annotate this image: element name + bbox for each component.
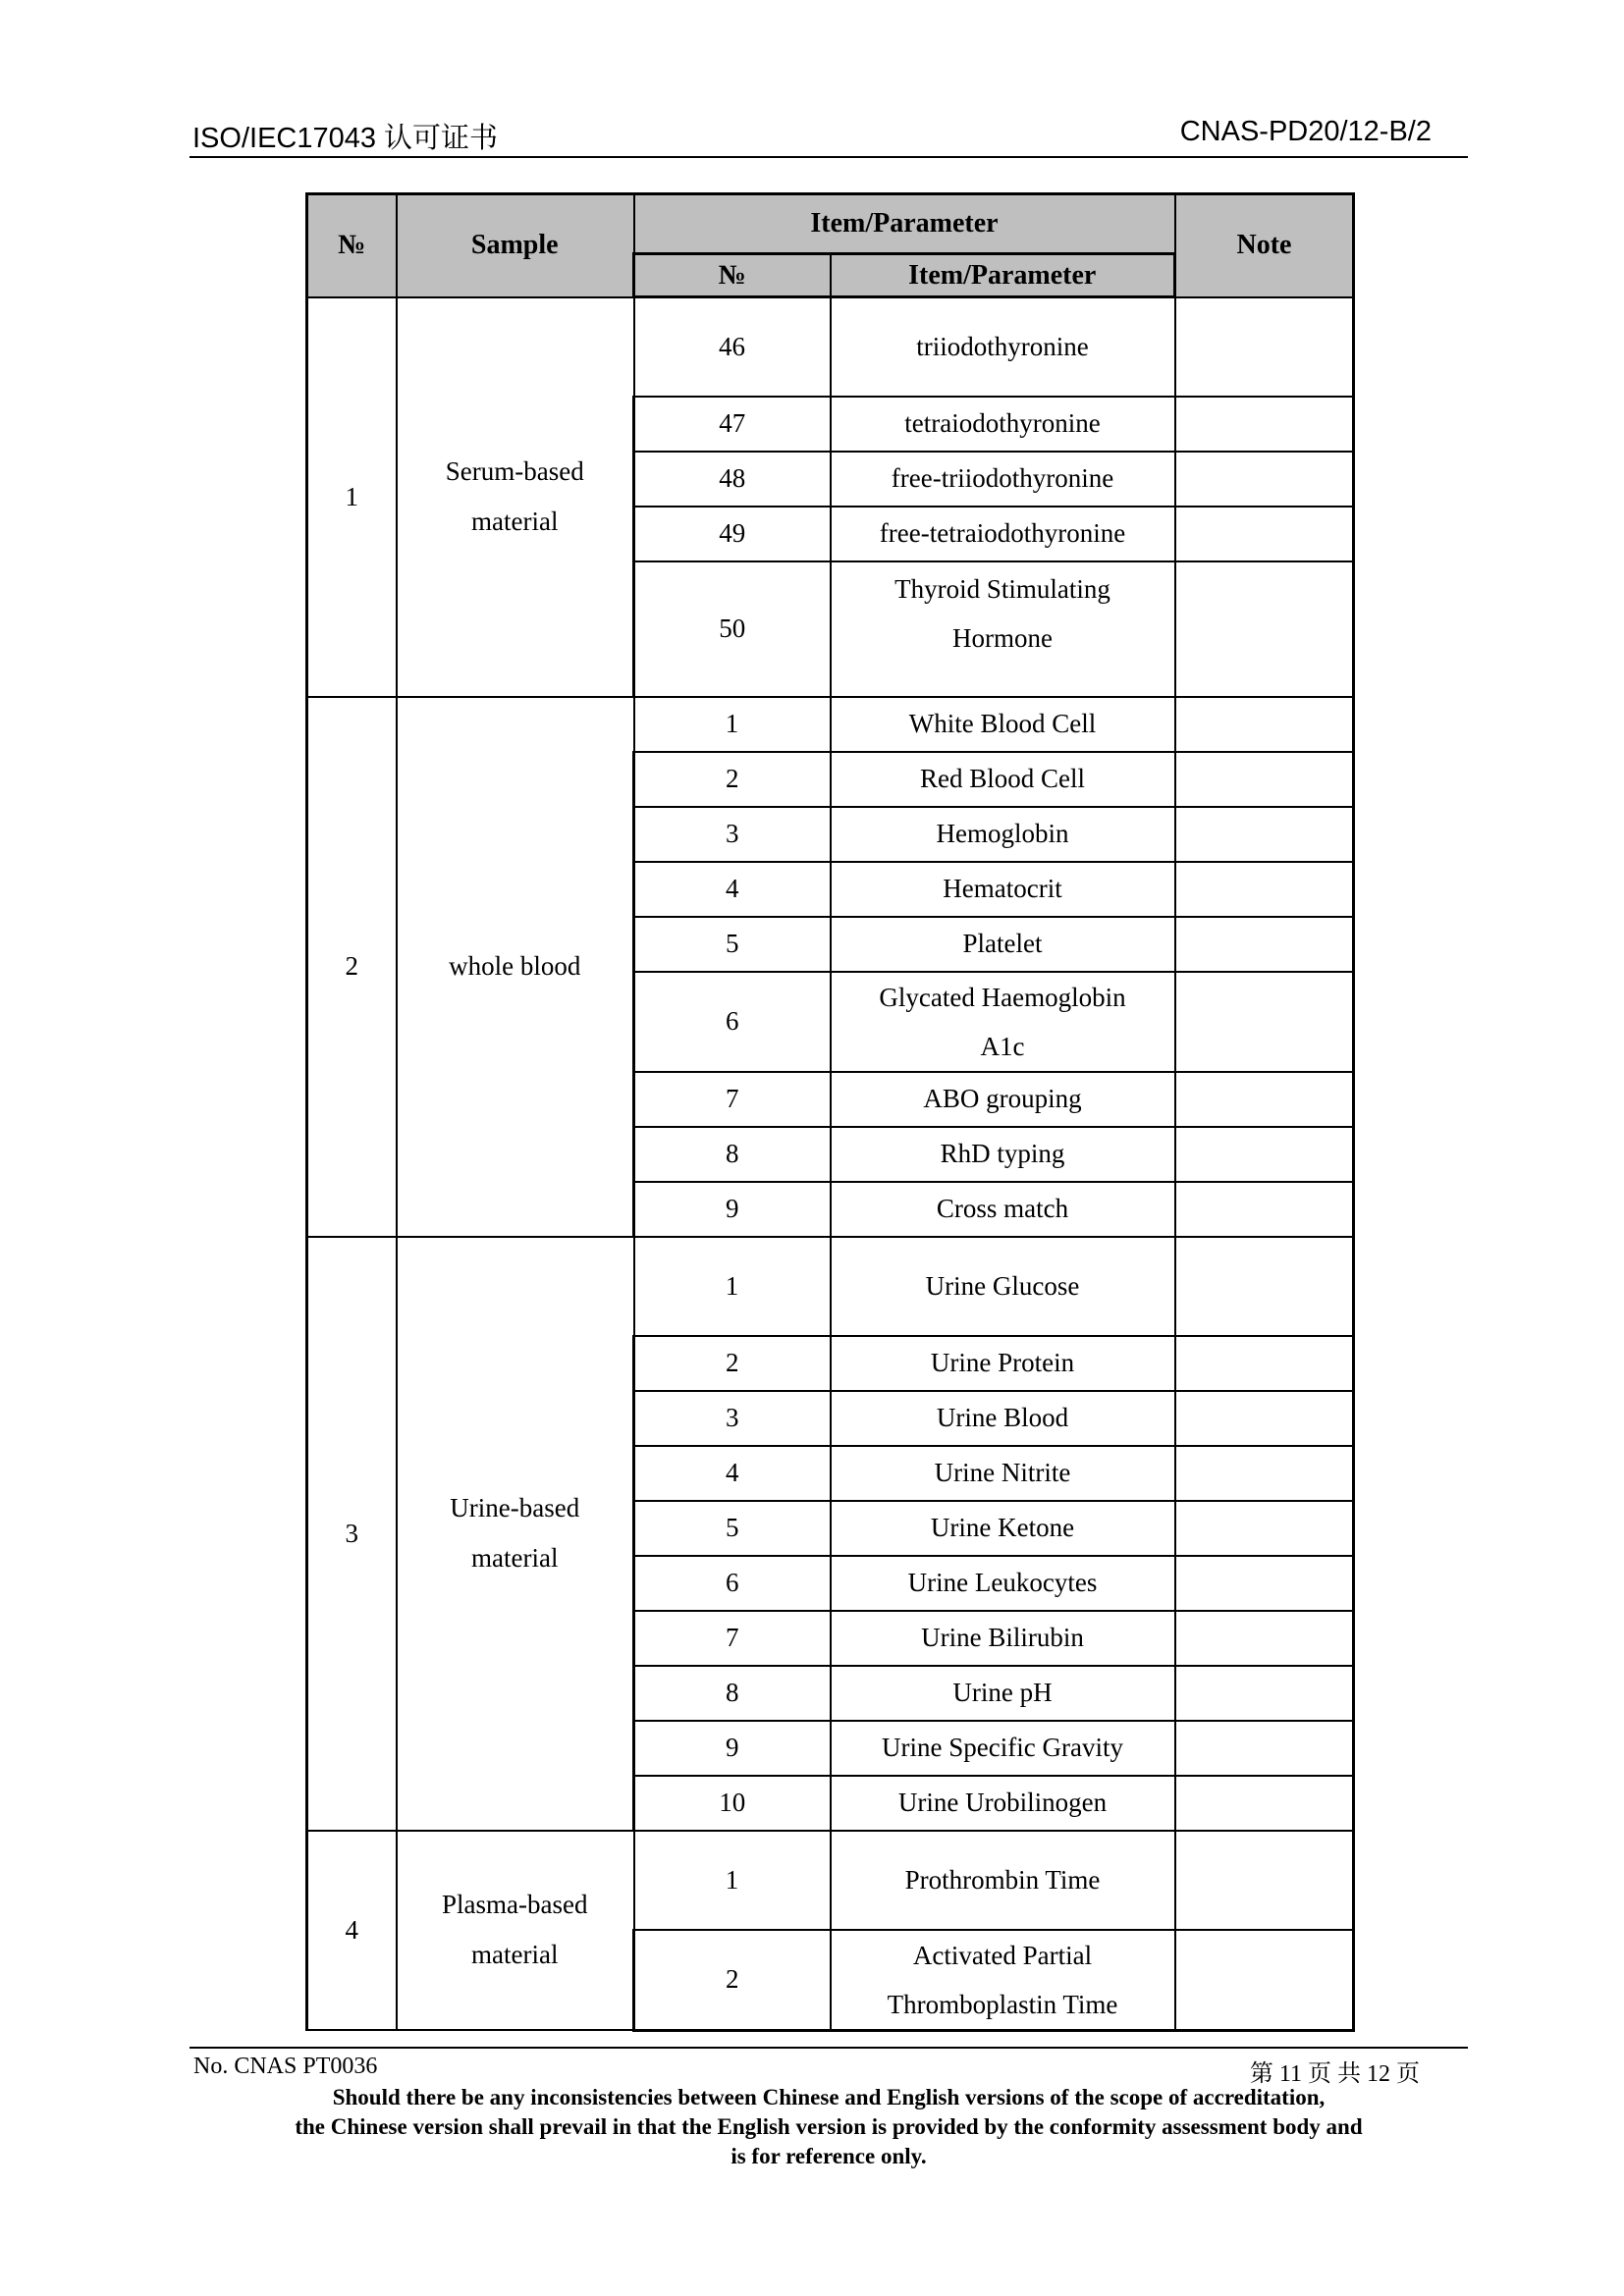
parameter-number: 50 xyxy=(634,561,831,697)
parameter-number: 8 xyxy=(634,1127,831,1182)
parameter-name-line: ABO grouping xyxy=(923,1084,1082,1113)
parameter-name-line: Urine Bilirubin xyxy=(921,1623,1084,1652)
parameter-number: 9 xyxy=(634,1182,831,1237)
note-cell xyxy=(1175,507,1354,561)
parameter-name xyxy=(831,972,1175,1072)
group-number: 4 xyxy=(307,1831,397,2031)
parameter-name-line: Platelet xyxy=(962,929,1043,958)
note-cell xyxy=(1175,1930,1354,2031)
sample-type xyxy=(397,1237,634,1831)
footer-disclaimer xyxy=(189,2083,1468,2171)
header-document-code: CNAS-PD20/12-B/2 xyxy=(1179,116,1432,147)
parameter-name xyxy=(831,1930,1175,2031)
sample-type-line: Serum-based xyxy=(445,456,584,486)
parameter-number: 5 xyxy=(634,1501,831,1556)
column-header-sample: Sample xyxy=(397,194,634,297)
parameter-name xyxy=(831,397,1175,452)
parameter-name xyxy=(831,1501,1175,1556)
parameter-name xyxy=(831,752,1175,807)
parameter-name-line: Thyroid Stimulating xyxy=(894,573,1110,604)
note-cell xyxy=(1175,1556,1354,1611)
note-cell xyxy=(1175,1611,1354,1666)
footer-document-number: No. CNAS PT0036 xyxy=(193,2054,378,2079)
parameter-name-line: Urine Blood xyxy=(936,1403,1069,1432)
note-cell xyxy=(1175,397,1354,452)
parameter-name xyxy=(831,297,1175,397)
parameter-name xyxy=(831,452,1175,507)
column-header-item-group: Item/Parameter xyxy=(634,194,1175,254)
parameter-name-line: triiodothyronine xyxy=(916,332,1089,362)
column-header-sub-item: Item/Parameter xyxy=(831,254,1175,297)
parameter-name-line: Glycated Haemoglobin xyxy=(879,982,1126,1012)
note-cell xyxy=(1175,1831,1354,1930)
parameter-name-line: RhD typing xyxy=(940,1139,1065,1168)
parameter-name-line: Urine Protein xyxy=(930,1348,1075,1377)
parameter-name-line: free-triiodothyronine xyxy=(891,463,1114,493)
note-cell xyxy=(1175,807,1354,862)
note-cell xyxy=(1175,561,1354,697)
parameter-number: 46 xyxy=(634,297,831,397)
group-number: 1 xyxy=(307,297,397,697)
parameter-name-line: Hormone xyxy=(952,622,1053,653)
parameter-name-line: Prothrombin Time xyxy=(904,1865,1101,1895)
note-cell xyxy=(1175,1182,1354,1237)
parameter-number: 4 xyxy=(634,1446,831,1501)
parameter-number: 2 xyxy=(634,1930,831,2031)
parameter-number: 5 xyxy=(634,917,831,972)
sample-type xyxy=(397,297,634,697)
parameter-name xyxy=(831,507,1175,561)
parameter-number: 3 xyxy=(634,1391,831,1446)
note-cell xyxy=(1175,1666,1354,1721)
parameter-name xyxy=(831,1556,1175,1611)
parameter-name xyxy=(831,1237,1175,1336)
parameter-name-line: White Blood Cell xyxy=(908,709,1097,738)
parameter-name-line: Hematocrit xyxy=(943,874,1062,903)
parameter-name xyxy=(831,1072,1175,1127)
note-cell xyxy=(1175,752,1354,807)
parameter-number: 47 xyxy=(634,397,831,452)
note-cell xyxy=(1175,1501,1354,1556)
sample-type xyxy=(397,697,634,1237)
parameter-name-line: A1c xyxy=(980,1031,1025,1061)
note-cell xyxy=(1175,972,1354,1072)
group-number: 3 xyxy=(307,1237,397,1831)
sample-type xyxy=(397,1831,634,2031)
note-cell xyxy=(1175,452,1354,507)
note-cell xyxy=(1175,1336,1354,1391)
parameter-name xyxy=(831,1776,1175,1831)
parameter-name xyxy=(831,862,1175,917)
parameter-name-line: Urine Specific Gravity xyxy=(882,1733,1123,1762)
parameter-number: 2 xyxy=(634,1336,831,1391)
note-cell xyxy=(1175,862,1354,917)
parameter-number: 1 xyxy=(634,697,831,752)
parameter-name xyxy=(831,1611,1175,1666)
accreditation-scope-table xyxy=(305,192,1355,2032)
group-number: 2 xyxy=(307,697,397,1237)
parameter-name-line: tetraiodothyronine xyxy=(904,408,1101,438)
parameter-number: 7 xyxy=(634,1611,831,1666)
note-cell xyxy=(1175,1127,1354,1182)
parameter-name xyxy=(831,917,1175,972)
parameter-name-line: Urine Urobilinogen xyxy=(897,1788,1108,1817)
parameter-name-line: Urine Leukocytes xyxy=(907,1568,1098,1597)
sample-type-line: Urine-based xyxy=(450,1493,580,1522)
sample-type-line: material xyxy=(471,1543,559,1573)
parameter-name-line: Activated Partial xyxy=(912,1940,1093,1970)
parameter-name-line: Red Blood Cell xyxy=(920,764,1085,793)
parameter-number: 10 xyxy=(634,1776,831,1831)
note-cell xyxy=(1175,1237,1354,1336)
parameter-name xyxy=(831,1336,1175,1391)
parameter-name xyxy=(831,1391,1175,1446)
sample-type-line: material xyxy=(471,507,559,536)
note-cell xyxy=(1175,297,1354,397)
note-cell xyxy=(1175,917,1354,972)
table-body xyxy=(307,297,1354,2031)
parameter-number: 2 xyxy=(634,752,831,807)
column-header-sub-no: № xyxy=(634,254,831,297)
table-row xyxy=(307,1237,1354,1336)
footer-disclaimer-line: Should there be any inconsistencies between Chinese and English versions of the scope of accreditation, xyxy=(332,2085,1326,2109)
parameter-name xyxy=(831,807,1175,862)
sample-type-line: whole blood xyxy=(449,951,581,981)
parameter-name xyxy=(831,1666,1175,1721)
parameter-number: 48 xyxy=(634,452,831,507)
parameter-name xyxy=(831,561,1175,697)
note-cell xyxy=(1175,1446,1354,1501)
parameter-name xyxy=(831,697,1175,752)
column-header-note: Note xyxy=(1175,194,1354,297)
parameter-number: 4 xyxy=(634,862,831,917)
sample-type-line: Plasma-based xyxy=(442,1890,588,1920)
footer-page-number: 第 11 页 共 12 页 xyxy=(1249,2061,1420,2087)
parameter-name-line: Urine Nitrite xyxy=(934,1458,1071,1487)
parameter-name xyxy=(831,1446,1175,1501)
parameter-name xyxy=(831,1127,1175,1182)
parameter-number: 49 xyxy=(634,507,831,561)
column-header-no: № xyxy=(307,194,397,297)
parameter-number: 1 xyxy=(634,1831,831,1930)
note-cell xyxy=(1175,1721,1354,1776)
parameter-number: 6 xyxy=(634,972,831,1072)
parameter-name xyxy=(831,1831,1175,1930)
note-cell xyxy=(1175,1072,1354,1127)
table-row xyxy=(307,1831,1354,1930)
parameter-name xyxy=(831,1721,1175,1776)
table-row xyxy=(307,297,1354,397)
header-rule xyxy=(189,156,1468,158)
header-certificate-title: ISO/IEC17043 认可证书 xyxy=(192,123,499,154)
parameter-number: 6 xyxy=(634,1556,831,1611)
sample-type-line: material xyxy=(471,1940,559,1970)
note-cell xyxy=(1175,1391,1354,1446)
parameter-number: 8 xyxy=(634,1666,831,1721)
note-cell xyxy=(1175,697,1354,752)
parameter-name-line: free-tetraiodothyronine xyxy=(879,518,1126,548)
parameter-name-line: Thromboplastin Time xyxy=(887,1989,1118,2019)
footer-disclaimer-line: is for reference only. xyxy=(731,2144,927,2168)
parameter-number: 7 xyxy=(634,1072,831,1127)
parameter-name-line: Hemoglobin xyxy=(936,819,1069,848)
parameter-name-line: Urine pH xyxy=(952,1678,1053,1707)
table-row xyxy=(307,697,1354,752)
parameter-name-line: Cross match xyxy=(936,1194,1069,1223)
parameter-name-line: Urine Ketone xyxy=(930,1513,1075,1542)
parameter-name xyxy=(831,1182,1175,1237)
parameter-number: 1 xyxy=(634,1237,831,1336)
parameter-number: 3 xyxy=(634,807,831,862)
note-cell xyxy=(1175,1776,1354,1831)
parameter-name-line: Urine Glucose xyxy=(925,1271,1080,1301)
parameter-number: 9 xyxy=(634,1721,831,1776)
footer-rule xyxy=(189,2047,1468,2049)
footer-disclaimer-line: the Chinese version shall prevail in that the English version is provided by the conformity assessment body and xyxy=(295,2114,1363,2139)
